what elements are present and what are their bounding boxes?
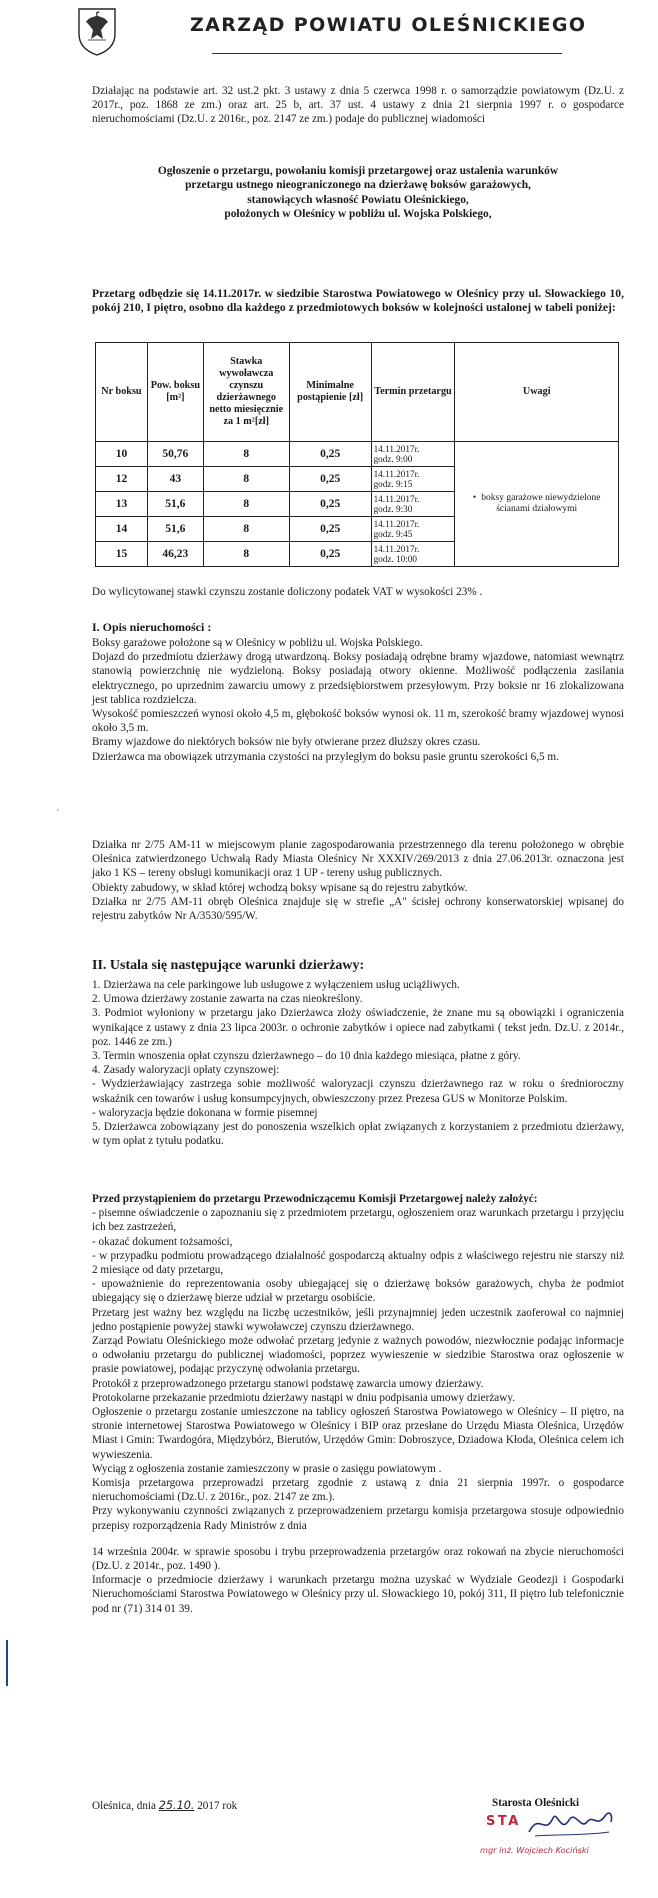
list-item: 2. Umowa dzierżawy zostanie zawarta na czas nieokreślony. (92, 993, 363, 1006)
paragraph: Zarząd Powiatu Oleśnickiego może odwołać przetarg jedynie z ważnych powodów, niezwłocznie podając informacje o odwołaniu przetargu do publicznej wiadomości, poprzez wywieszenie w siedzibie Starostwa oraz ogłoszenie w prasie powiatowej, podając przyczynę odwołania przetargu. (92, 1335, 624, 1376)
date-text: 14.11.2017r. (373, 493, 420, 504)
boxes-table (95, 342, 619, 567)
col-header-increment: Minimalne postąpienie [zł] (289, 343, 371, 442)
paragraph: Działka nr 2/75 AM-11 w miejscowym planie zagospodarowania przestrzennego dla terenu położonego w obrębie Oleśnica zatwierdzonego Uchwałą Rady Miasta Oleśnicy Nr XXXIV/269/2013 z dnia 27.06.2013r. oznaczona jest jako 1 KS – tereny obsługi komunikacji oraz 1 UP - tereny usług publicznych. (92, 839, 624, 880)
cell-nr: 13 (96, 492, 148, 517)
cell-nr: 10 (96, 442, 148, 467)
list-item: - okazać dokument tożsamości, (92, 1235, 233, 1248)
cell-nr: 12 (96, 467, 148, 492)
signature-icon (525, 1806, 617, 1842)
cell-rate: 8 (203, 492, 289, 517)
place-date-suffix: 2017 rok (197, 1800, 238, 1812)
cell-rate: 8 (203, 517, 289, 542)
time-text: godz. 9:15 (373, 479, 413, 489)
paragraph: Przetarg jest ważny bez względu na liczbę uczestników, jeśli przynajmniej jeden uczestnik zaoferował co najmniej jedno postąpienie powyżej stawki wywoławczej czynszu dzierżawnego. (92, 1306, 624, 1333)
heading-line: stanowiących własność Powiatu Oleśnickiego, (247, 193, 469, 206)
col-header-date: Termin przetargu (371, 343, 455, 442)
tender-info: Przetarg odbędzie się 14.11.2017r. w siedzibie Starostwa Powiatowego w Oleśnicy przy ul. Słowackiego 10, pokój 210, I piętro, osobno dla każdego z przedmiotowych boksów w kolejności ustalonej w tabeli poniżej: (92, 287, 624, 315)
date-text: 14.11.2017r. (373, 543, 420, 554)
paragraph: Informacje o przedmiocie dzierżawy i warunkach przetargu można uzyskać w Wydziale Geodezji i Gospodarki Nieruchomościami Starostwa Powiatowego w Oleśnicy przy ul. Słowackiego 10, pokój 311, II piętro lub telefonicznie pod nr (71) 314 01 39. (92, 1574, 624, 1615)
paragraph: Dojazd do przedmiotu dzierżawy drogą utwardzoną. Boksy posiadają odrębne bramy wjazdowe, natomiast wewnątrz stanowią powierzchnię nie wydzieloną. Boksy posiadają otwory okienne. Możliwość podłączenia zasilania elektrycznego, po uprzednim zawarciu umowy z przedsiębiorstwem przesyłowym. Przy boksie nr 16 zlokalizowana jest tablica rozdzielcza. (92, 651, 624, 706)
list-item: - upoważnienie do reprezentowania osoby ubiegającej się o dzierżawę boksów garażowych, chyba że podmiot ubiegający się o dzierżawę bierze udział w przetargu osobiście. (92, 1278, 624, 1305)
table-row (96, 442, 619, 467)
notes-text: boksy garażowe niewydzielone ścianami działowymi (481, 493, 601, 514)
cell-rate: 8 (203, 442, 289, 467)
paragraph: Wyciąg z ogłoszenia zostanie zamieszczony w prasie o zasięgu powiatowym . (92, 1462, 442, 1475)
stamp-name: mgr inż. Wojciech Kociński (480, 1845, 589, 1855)
cell-date (371, 517, 455, 542)
section-1-body (92, 636, 624, 764)
col-header-notes: Uwagi (455, 343, 619, 442)
handwritten-date: 25.10. (158, 1799, 195, 1812)
title-underline (212, 53, 562, 54)
cell-area: 51,6 (147, 492, 203, 517)
paragraph: Dzierżawca ma obowiązek utrzymania czystości na przyległym do boksu pasie gruntu szerokości 6,5 m. (92, 750, 559, 763)
col-header-rate: Stawka wywoławcza czynszu dzierżawnego netto miesięcznie za 1 m²[zł] (203, 343, 289, 442)
paragraph: Wysokość pomieszczeń wynosi około 4,5 m, głębokość boksów wynosi ok. 11 m, szerokość bramy wjazdowej wynosi około 3,5 m. (92, 708, 624, 735)
heading-line: Ogłoszenie o przetargu, powołaniu komisji przetargowej oraz ustalenia warunków (157, 165, 559, 177)
cell-area: 43 (147, 467, 203, 492)
list-item: 5. Dzierżawca zobowiązany jest do ponoszenia wszelkich opłat związanych z korzystaniem z przedmiotu dzierżawy, w tym opłat z tytułu podatku. (92, 1121, 624, 1148)
date-text: 14.11.2017r. (373, 518, 420, 529)
cell-nr: 14 (96, 517, 148, 542)
cell-rate: 8 (203, 467, 289, 492)
section-3-lead: Przed przystąpieniem do przetargu Przewodniczącemu Komisji Przetargowej należy założyć: (92, 1193, 538, 1205)
paragraph: Protokół z przeprowadzonego przetargu stanowi podstawę zawarcia umowy dzierżawy. (92, 1377, 484, 1390)
section-3-body (92, 1192, 624, 1616)
list-item: 3. Termin wnoszenia opłat czynszu dzierżawnego – do 10 dnia każdego miesiąca, płatne z góry. (92, 1050, 521, 1063)
time-text: godz. 9:00 (373, 454, 413, 464)
paragraph: Przy wykonywaniu czynności związanych z przeprowadzeniem przetargu komisja przetargowa stosuje odpowiednio przepisy rozporządzenia Rady Ministrów z dnia (92, 1505, 624, 1532)
time-text: godz. 9:45 (373, 529, 413, 539)
paragraph: Bramy wjazdowe do niektórych boksów nie były otwierane przez dłuższy okres czasu. (92, 736, 481, 749)
paragraph: Ogłoszenie o przetargu zostanie umieszczone na tablicy ogłoszeń Starostwa Powiatowego w Oleśnicy – II piętro, na stronie internetowej Starostwa Powiatowego w Oleśnicy i BIP oraz przesłane do Urzędu Miasta Oleśnica, Urzędów Miast i Gmin: Twardogóra, Międzybórz, Bierutów, Urzędów Gmin: Dobroszyce, Dziadowa Kłoda, Oleśnica celem ich wywieszenia. (92, 1406, 624, 1461)
section-2-body (92, 978, 624, 1148)
paragraph: Obiekty zabudowy, w skład której wchodzą boksy wpisane są do rejestru zabytków. (92, 881, 468, 894)
vat-note: Do wylicytowanej stawki czynszu zostanie doliczony podatek VAT w wysokości 23% . (92, 586, 483, 598)
paragraph: Boksy garażowe położone są w Oleśnicy w pobliżu ul. Wojska Polskiego. (92, 637, 423, 649)
place-date-prefix: Oleśnica, dnia (92, 1800, 156, 1812)
list-item: - w przypadku podmiotu prowadzącego działalność gospodarczą aktualny odpis z właściwego rejestru nie starszy niż 2 miesiące od daty przetargu, (92, 1249, 624, 1277)
cell-increment: 0,25 (289, 517, 371, 542)
paragraph: Komisja przetargowa przeprowadzi przetarg zgodnie z ustawą z dnia 21 sierpnia 1997r. o gospodarce nieruchomościami (Dz.U. z 2016r., poz. 2147 ze zm.). (92, 1477, 624, 1504)
cell-increment: 0,25 (289, 492, 371, 517)
table-header-row (96, 343, 619, 442)
list-item: 1. Dzierżawa na cele parkingowe lub usługowe z wyłączeniem usług uciążliwych. (92, 979, 460, 991)
cell-notes (455, 442, 619, 567)
list-item: 3. Podmiot wyłoniony w przetargu jako Dzierżawca złoży oświadczenie, że znane mu są obowiązki i ograniczenia wynikające z ustawy z dnia 23 lipca 2003r. o ochronie zabytków i opiece nad zabytkami ( tekst jedn. Dz.U. z 2014r., poz. 1446 ze zm.) (92, 1007, 624, 1048)
col-header-area: Pow. boksu [m²] (147, 343, 203, 442)
date-text: 14.11.2017r. (373, 443, 420, 454)
cell-area: 50,76 (147, 442, 203, 467)
list-item: - Wydzierżawiający zastrzega sobie możliwość waloryzacji czynszu dzierżawnego raz w roku o średnioroczny wskaźnik cen towarów i usług konsumpcyjnych, obwieszczony przez Prezesa GUS w Monitorze Polskim. (92, 1078, 624, 1105)
signatory-title: Starosta Oleśnicki (492, 1797, 580, 1809)
cell-date (371, 492, 455, 517)
section-1-title: I. Opis nieruchomości : (92, 620, 212, 634)
date-text: 14.11.2017r. (373, 468, 420, 479)
coat-of-arms-icon (76, 6, 118, 56)
cell-increment: 0,25 (289, 442, 371, 467)
cell-date (371, 467, 455, 492)
organization-title: ZARZĄD POWIATU OLEŚNICKIEGO (190, 14, 587, 36)
section-2-title: II. Ustala się następujące warunki dzierżawy: (92, 958, 365, 973)
stamp-text: STA (486, 1814, 521, 1829)
paragraph: Protokolarne przekazanie przedmiotu dzierżawy nastąpi w dniu podpisania umowy dzierżawy. (92, 1391, 516, 1404)
paragraph: Działka nr 2/75 AM-11 obręb Oleśnica znajduje się w strefie „A" ścisłej ochrony konserwatorskiej wpisanej do rejestru zabytków Nr A/3530/595/W. (92, 895, 624, 923)
time-text: godz. 9:30 (373, 504, 413, 514)
cell-increment: 0,25 (289, 467, 371, 492)
bullet-icon: • (472, 493, 477, 503)
parcel-info (92, 838, 624, 923)
cell-area: 51,6 (147, 517, 203, 542)
cell-area: 46,23 (147, 542, 203, 567)
col-header-nr: Nr boksu (96, 343, 148, 442)
list-item: - pisemne oświadczenie o zapoznaniu się z przedmiotem przetargu, ogłoszeniem oraz warunkach przetargu i przyjęciu ich bez zastrzeżeń, (92, 1207, 624, 1234)
time-text: godz. 10:00 (373, 554, 417, 564)
paragraph: 14 września 2004r. w sprawie sposobu i trybu przeprowadzenia przetargów oraz rokowań na zbycie nieruchomości (Dz.U. z 2014r., poz. 1490 ). (92, 1545, 624, 1573)
cell-increment: 0,25 (289, 542, 371, 567)
margin-pen-mark (6, 1640, 8, 1686)
margin-mark: ` (56, 809, 60, 820)
cell-date (371, 442, 455, 467)
intro-paragraph: Działając na podstawie art. 32 ust.2 pkt. 3 ustawy z dnia 5 czerwca 1998 r. o samorządzie powiatowym (Dz.U. z 2017r., poz. 1868 ze zm.) oraz art. 25 b, art. 37 ust. 4 ustawy z dnia 21 sierpnia 1997 r. o gospodarce nieruchomościami (Dz.U. z 2016r., poz. 2147 ze zm.) podaje do publicznej wiadomości (92, 85, 624, 126)
cell-date (371, 542, 455, 567)
cell-nr: 15 (96, 542, 148, 567)
heading-line: przetargu ustnego nieograniczonego na dzierżawę boksów garażowych, (185, 179, 531, 192)
cell-rate: 8 (203, 542, 289, 567)
announcement-heading (92, 164, 624, 222)
heading-line: położonych w Oleśnicy w pobliżu ul. Wojska Polskiego, (224, 208, 492, 221)
list-item: - waloryzacja będzie dokonana w formie pisemnej (92, 1106, 318, 1119)
list-item: 4. Zasady waloryzacji opłaty czynszowej: (92, 1064, 280, 1077)
